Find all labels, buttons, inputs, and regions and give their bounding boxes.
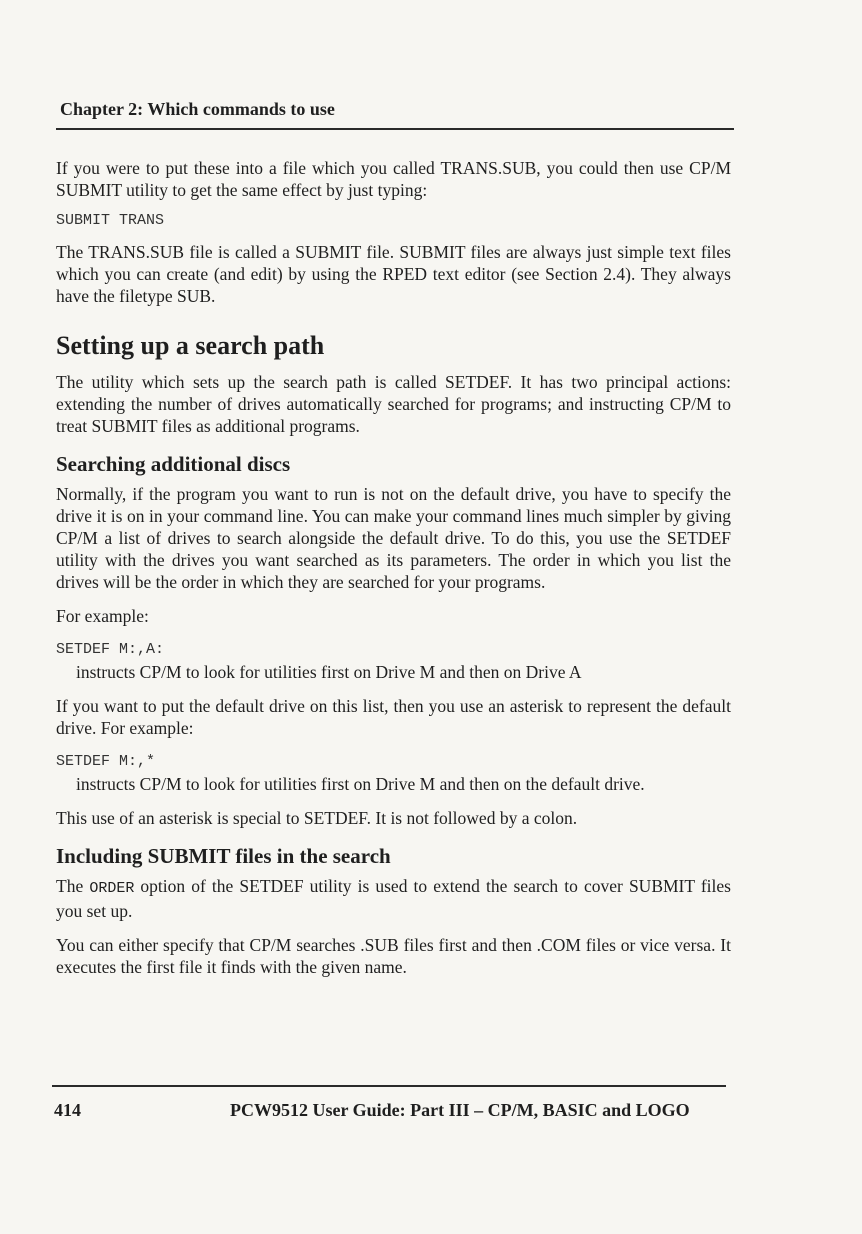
paragraph-instructs-m-default: instructs CP/M to look for utilities first on Drive M and then on the default drive. bbox=[76, 774, 645, 794]
subheading-including-submit: Including SUBMIT files in the search bbox=[56, 844, 391, 868]
paragraph-asterisk-special: This use of an asterisk is special to SETDEF. It is not followed by a colon. bbox=[56, 808, 578, 828]
code-setdef-m-star: SETDEF M:,* bbox=[56, 753, 156, 770]
paragraph-order-option: The ORDER option of the SETDEF utility is used to extend the search to cover SUBMIT files you set up. bbox=[56, 876, 731, 921]
header-rule bbox=[56, 128, 734, 130]
paragraph-for-example: For example: bbox=[56, 606, 149, 626]
page-number: 414 bbox=[54, 1100, 81, 1120]
footer-title: PCW9512 User Guide: Part III – CP/M, BASIC and LOGO bbox=[230, 1100, 690, 1120]
footer-rule bbox=[52, 1085, 726, 1087]
code-setdef-m-a: SETDEF M:,A: bbox=[56, 641, 165, 658]
paragraph-search-order: You can either specify that CP/M searches .SUB files first and then .COM files or vice versa. It executes the first file it finds with the given name. bbox=[56, 935, 731, 977]
paragraph-trans-sub: If you were to put these into a file which you called TRANS.SUB, you could then use CP/M SUBMIT utility to get the same effect by just typing: bbox=[56, 158, 731, 200]
chapter-header: Chapter 2: Which commands to use bbox=[60, 99, 335, 119]
subheading-additional-discs: Searching additional discs bbox=[56, 452, 291, 476]
paragraph-submit-file: The TRANS.SUB file is called a SUBMIT file. SUBMIT files are always just simple text files which you can create (and edit) by using the RPED text editor (see Section 2.4). They always have the filetype SUB. bbox=[56, 242, 731, 306]
order-keyword: ORDER bbox=[89, 880, 135, 897]
paragraph-instructs-m-a: instructs CP/M to look for utilities first on Drive M and then on Drive A bbox=[76, 662, 582, 682]
code-submit-trans: SUBMIT TRANS bbox=[56, 212, 165, 229]
main-content bbox=[56, 157, 731, 978]
paragraph-setdef-intro: The utility which sets up the search path is called SETDEF. It has two principal actions: extending the number of drives automatically searched for programs; and instructing CP/M to treat SUBMIT files as additional programs. bbox=[56, 372, 731, 436]
paragraph-normally: Normally, if the program you want to run is not on the default drive, you have to specify the drive it is on in your command line. You can make your command lines much simpler by giving CP/M a list of drives to search alongside the default drive. To do this, you use the SETDEF utility with the drives you want searched as its parameters. The order in which you list the drives will be the order in which they are searched for your programs. bbox=[56, 484, 731, 592]
section-heading-search-path: Setting up a search path bbox=[56, 331, 325, 360]
paragraph-default-drive: If you want to put the default drive on this list, then you use an asterisk to represent the default drive. For example: bbox=[56, 696, 731, 738]
